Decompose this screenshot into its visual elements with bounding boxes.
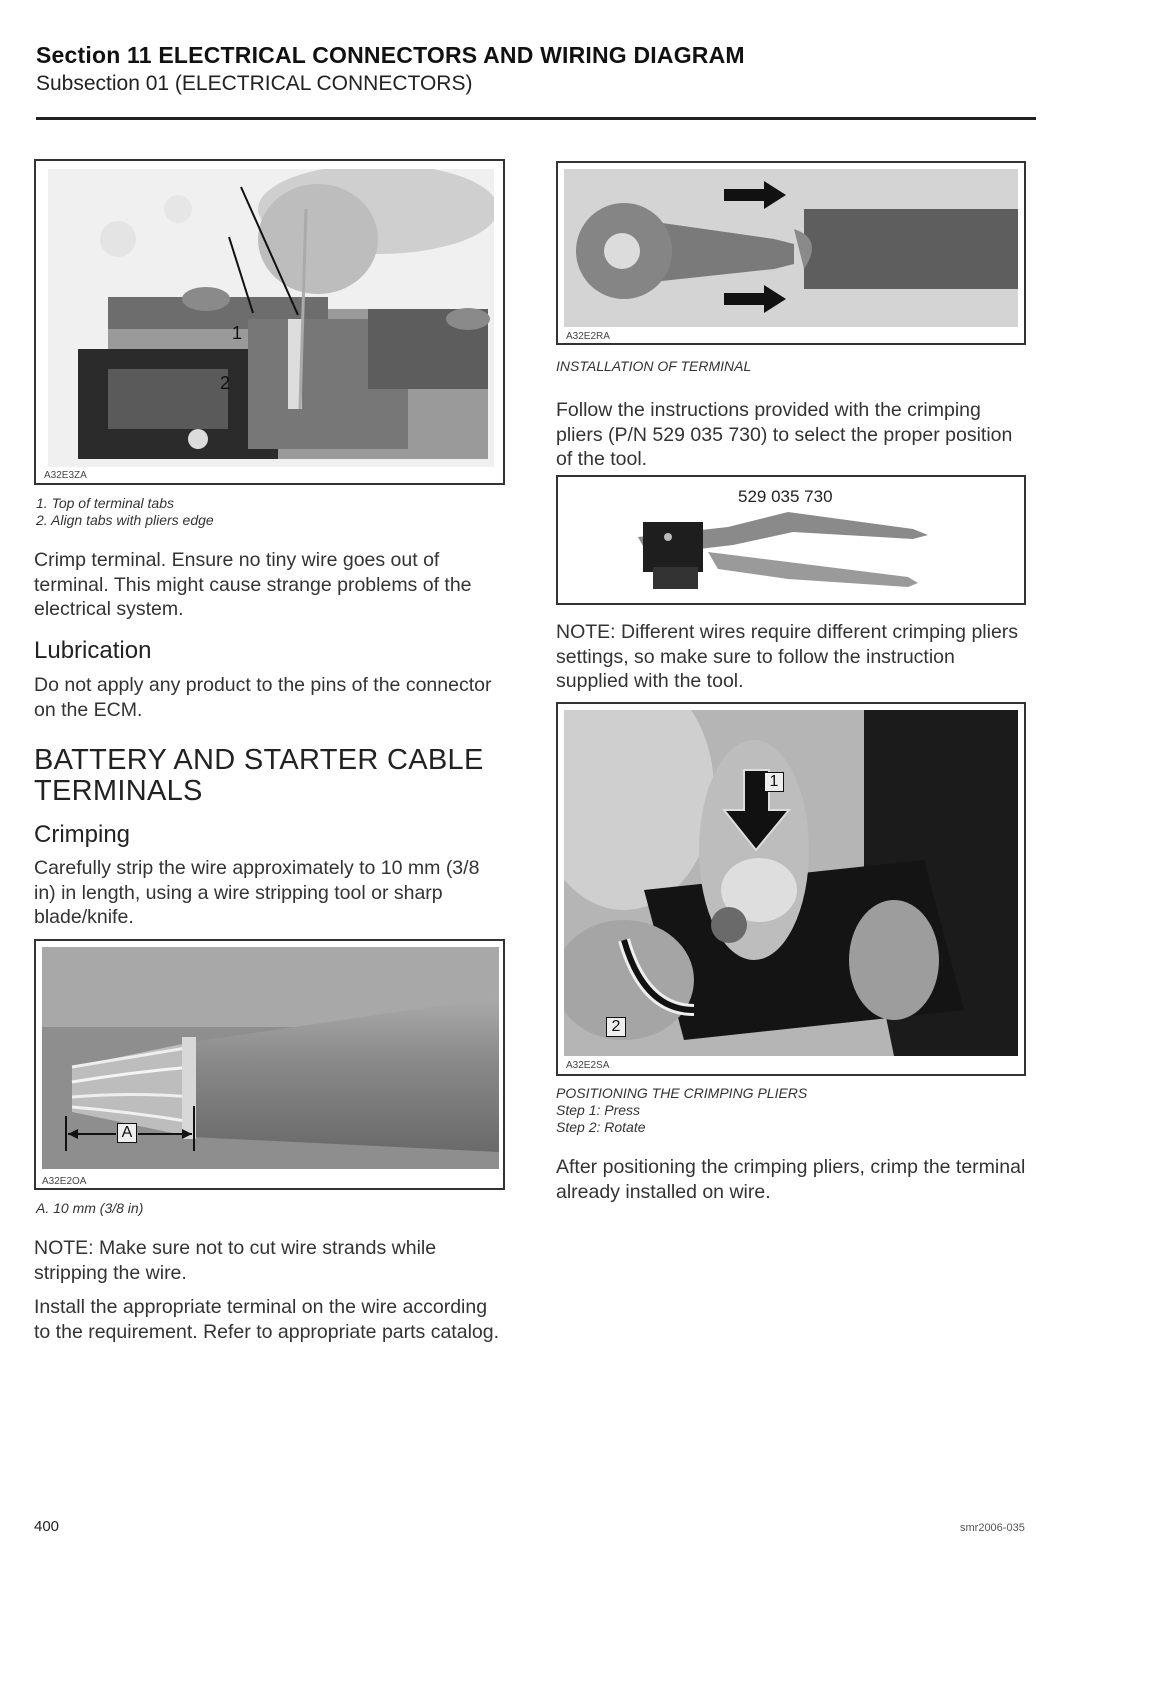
fig5-caption-step2: Step 2: Rotate [556, 1119, 646, 1135]
fig1-caption-1: 1. Top of terminal tabs [36, 495, 175, 511]
figure-code: A32E3ZA [44, 470, 87, 481]
step-1-box: 1 [764, 772, 784, 792]
note-stripping [34, 1236, 506, 1285]
figure-terminal-tabs [34, 159, 505, 485]
fig3-caption: INSTALLATION OF TERMINAL [556, 358, 752, 374]
paragraph-install-terminal: Install the appropriate terminal on the wire according to the requirement. Refer to appropriate parts catalog. [34, 1296, 500, 1343]
dimension-arrow [36, 941, 507, 1192]
note-label: NOTE: [556, 621, 616, 643]
part-number-label: 529 035 730 [738, 487, 833, 506]
note-text: Different wires require different crimping pliers settings, so make sure to follow the instruction supplied with the tool. [556, 621, 1019, 692]
photo-positioning-pliers [564, 710, 1018, 1056]
subsection-title: Subsection 01 (ELECTRICAL CONNECTORS) [36, 72, 473, 95]
header-rule [36, 117, 1036, 120]
figure-code: A32E2SA [566, 1060, 610, 1071]
paragraph-follow-instructions: Follow the instructions provided with the crimping pliers (P/N 529 035 730) to select the proper position of the tool. [556, 399, 1013, 470]
note-pliers-settings [556, 620, 1030, 694]
page-number: 400 [34, 1518, 60, 1535]
section-title: Section 11 ELECTRICAL CONNECTORS AND WIRING DIAGRAM [36, 42, 745, 68]
paragraph-lubrication: Do not apply any product to the pins of the connector on the ECM. [34, 674, 492, 721]
heading-lubrication: Lubrication [34, 637, 152, 664]
fig2-caption: A. 10 mm (3/8 in) [36, 1200, 144, 1216]
figure-code: A32E2RA [566, 331, 610, 342]
figure-code: A32E2OA [42, 1176, 87, 1187]
photo-ring-terminal [564, 169, 1018, 327]
figure-installation-terminal [556, 161, 1026, 345]
paragraph-crimp-terminal: Crimp terminal. Ensure no tiny wire goes out of terminal. This might cause strange problems of the electrical system. [34, 549, 472, 620]
step-2-box: 2 [606, 1017, 626, 1037]
figure-positioning-pliers [556, 702, 1026, 1076]
paragraph-strip-wire: Carefully strip the wire approximately to 10 mm (3/8 in) in length, using a wire stripping tool or sharp blade/knife. [34, 857, 480, 928]
fig1-caption-2: 2. Align tabs with pliers edge [36, 512, 214, 528]
fig5-caption-title: POSITIONING THE CRIMPING PLIERS [556, 1085, 808, 1101]
note-label: NOTE: [34, 1237, 94, 1259]
figure-crimping-pliers [556, 475, 1026, 605]
callout-1: 1 [232, 323, 243, 343]
heading-battery-terminals: BATTERY AND STARTER CABLE TERMINALS [34, 744, 484, 807]
note-text: Make sure not to cut wire strands while stripping the wire. [34, 1237, 437, 1284]
callout-2: 2 [220, 373, 231, 393]
heading-crimping: Crimping [34, 821, 131, 848]
figure-stripped-wire [34, 939, 505, 1190]
fig5-caption-step1: Step 1: Press [556, 1102, 641, 1118]
document-code: smr2006-035 [960, 1522, 1025, 1534]
label-a: A [117, 1123, 137, 1143]
photo-terminal-tabs [48, 169, 494, 467]
pliers-illustration [558, 477, 1028, 607]
paragraph-after-positioning: After positioning the crimping pliers, crimp the terminal already installed on wire. [556, 1156, 1026, 1203]
